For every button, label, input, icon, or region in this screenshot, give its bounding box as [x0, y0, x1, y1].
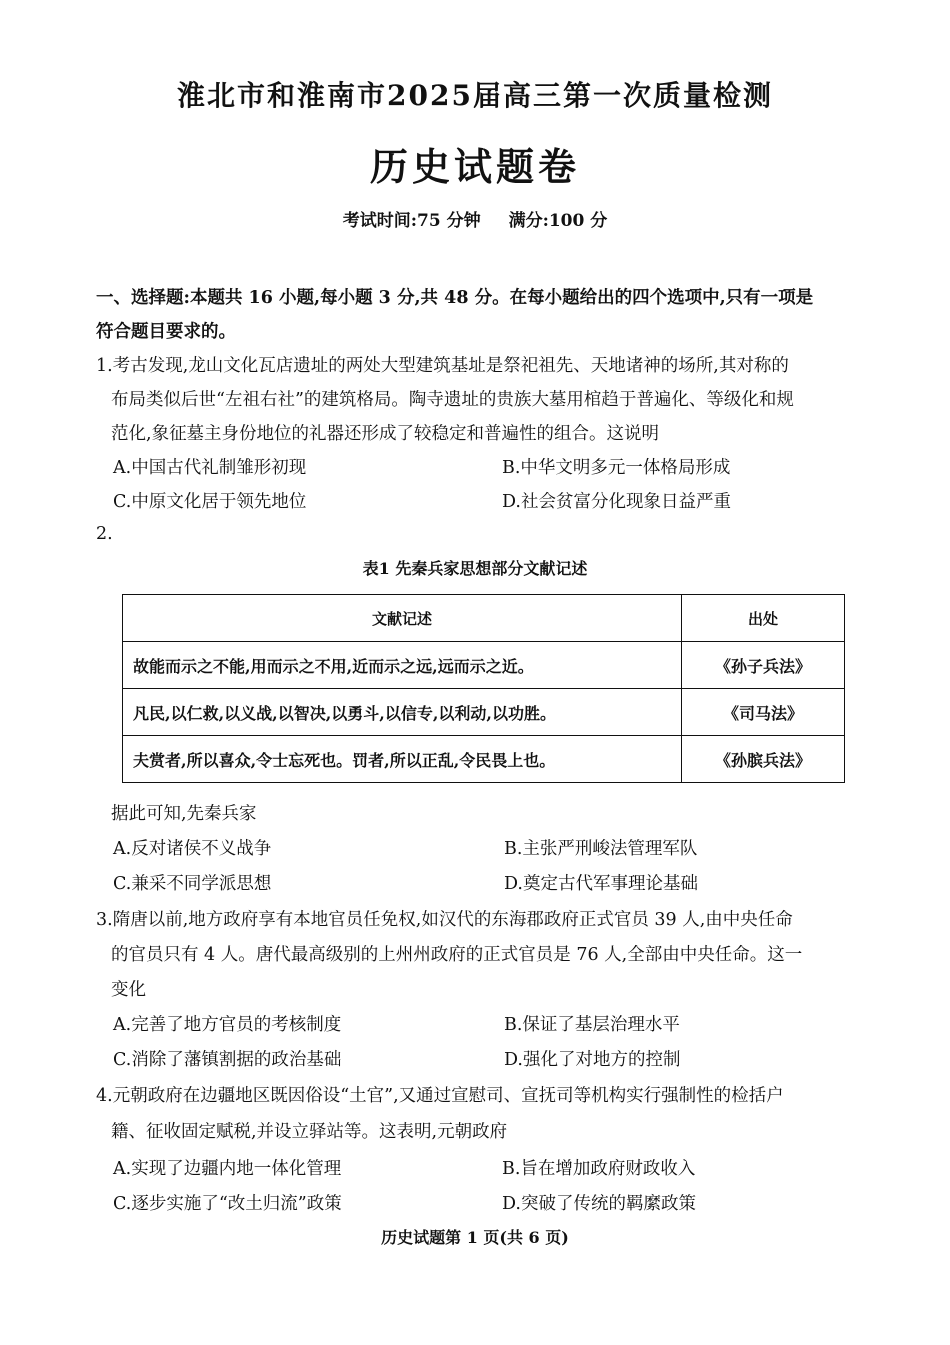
table-row — [123, 736, 845, 783]
table-cell-source: 《孙膑兵法》 — [682, 736, 845, 783]
q2-number: 2. — [96, 524, 113, 544]
q2-option-c[interactable]: C.兼采不同学派思想 — [113, 874, 272, 894]
q3-option-c[interactable]: C.消除了藩镇割据的政治基础 — [113, 1050, 342, 1070]
q4-stem-line-2: 籍、征收固定赋税,并设立驿站等。这表明,元朝政府 — [111, 1122, 508, 1142]
q2-option-a[interactable]: A.反对诸侯不义战争 — [113, 839, 272, 859]
subject-title: 历史试题卷 — [369, 144, 580, 189]
q3-stem-line-2: 的官员只有 4 人。唐代最高级别的上州州政府的正式官员是 76 人,全部由中央任命。这一 — [111, 945, 803, 965]
q4-option-b[interactable]: B.旨在增加政府财政收入 — [502, 1159, 696, 1179]
q2-option-d[interactable]: D.奠定古代军事理论基础 — [504, 874, 698, 894]
table-header-record: 文献记述 — [123, 595, 682, 642]
q4-option-d[interactable]: D.突破了传统的羁縻政策 — [502, 1194, 696, 1214]
q3-option-a[interactable]: A.完善了地方官员的考核制度 — [113, 1015, 342, 1035]
q1-option-d[interactable]: D.社会贫富分化现象日益严重 — [502, 492, 731, 512]
source-table — [122, 594, 845, 783]
page-footer: 历史试题第 1 页(共 6 页) — [381, 1228, 569, 1247]
q4-option-a[interactable]: A.实现了边疆内地一体化管理 — [113, 1159, 342, 1179]
table-cell-source: 《司马法》 — [682, 689, 845, 736]
q1-option-a[interactable]: A.中国古代礼制雏形初现 — [113, 458, 307, 478]
q1-stem-line-2: 布局类似后世“左祖右社”的建筑格局。陶寺遗址的贵族大墓用棺趋于普遍化、等级化和规 — [111, 390, 794, 410]
section-instruction-line-2: 符合题目要求的。 — [96, 322, 236, 342]
q3-stem-line-3: 变化 — [111, 980, 146, 1000]
table-cell-record: 凡民,以仁救,以义战,以智决,以勇斗,以信专,以利动,以功胜。 — [123, 689, 682, 736]
table-header-row — [123, 595, 845, 642]
exam-score: 满分:100 分 — [508, 211, 608, 231]
table-cell-record: 故能而示之不能,用而示之不用,近而示之远,远而示之近。 — [123, 642, 682, 689]
q3-stem-line-1: 3.隋唐以前,地方政府享有本地官员任免权,如汉代的东海郡政府正式官员 39 人,由中央任命 — [96, 910, 793, 930]
table-header-source: 出处 — [682, 595, 845, 642]
q1-stem-line-1: 1.考古发现,龙山文化瓦店遗址的两处大型建筑基址是祭祀祖先、天地诸神的场所,其对称的 — [96, 356, 789, 376]
q1-stem-line-3: 范化,象征墓主身份地位的礼器还形成了较稳定和普遍性的组合。这说明 — [111, 424, 660, 444]
table-cell-record: 夫赏者,所以喜众,令士忘死也。罚者,所以正乱,令民畏上也。 — [123, 736, 682, 783]
table-row — [123, 642, 845, 689]
table-row — [123, 689, 845, 736]
table-caption: 表1 先秦兵家思想部分文献记述 — [362, 559, 588, 578]
q4-option-c[interactable]: C.逐步实施了“改土归流”政策 — [113, 1194, 342, 1214]
q4-stem-line-1: 4.元朝政府在边疆地区既因俗设“土官”,又通过宣慰司、宣抚司等机构实行强制性的检括户 — [96, 1086, 784, 1106]
q2-stem: 据此可知,先秦兵家 — [111, 804, 257, 824]
q2-option-b[interactable]: B.主张严刑峻法管理军队 — [504, 839, 698, 859]
section-instruction-line-1: 一、选择题:本题共 16 小题,每小题 3 分,共 48 分。在每小题给出的四个选项中,只有一项是 — [96, 288, 814, 308]
q1-option-b[interactable]: B.中华文明多元一体格局形成 — [502, 458, 731, 478]
exam-title: 淮北市和淮南市2025届高三第一次质量检测 — [177, 79, 773, 112]
q1-option-c[interactable]: C.中原文化居于领先地位 — [113, 492, 307, 512]
exam-meta — [0, 206, 950, 231]
q3-option-d[interactable]: D.强化了对地方的控制 — [504, 1050, 681, 1070]
q3-option-b[interactable]: B.保证了基层治理水平 — [504, 1015, 680, 1035]
table-cell-source: 《孙子兵法》 — [682, 642, 845, 689]
exam-time: 考试时间:75 分钟 — [342, 211, 481, 231]
